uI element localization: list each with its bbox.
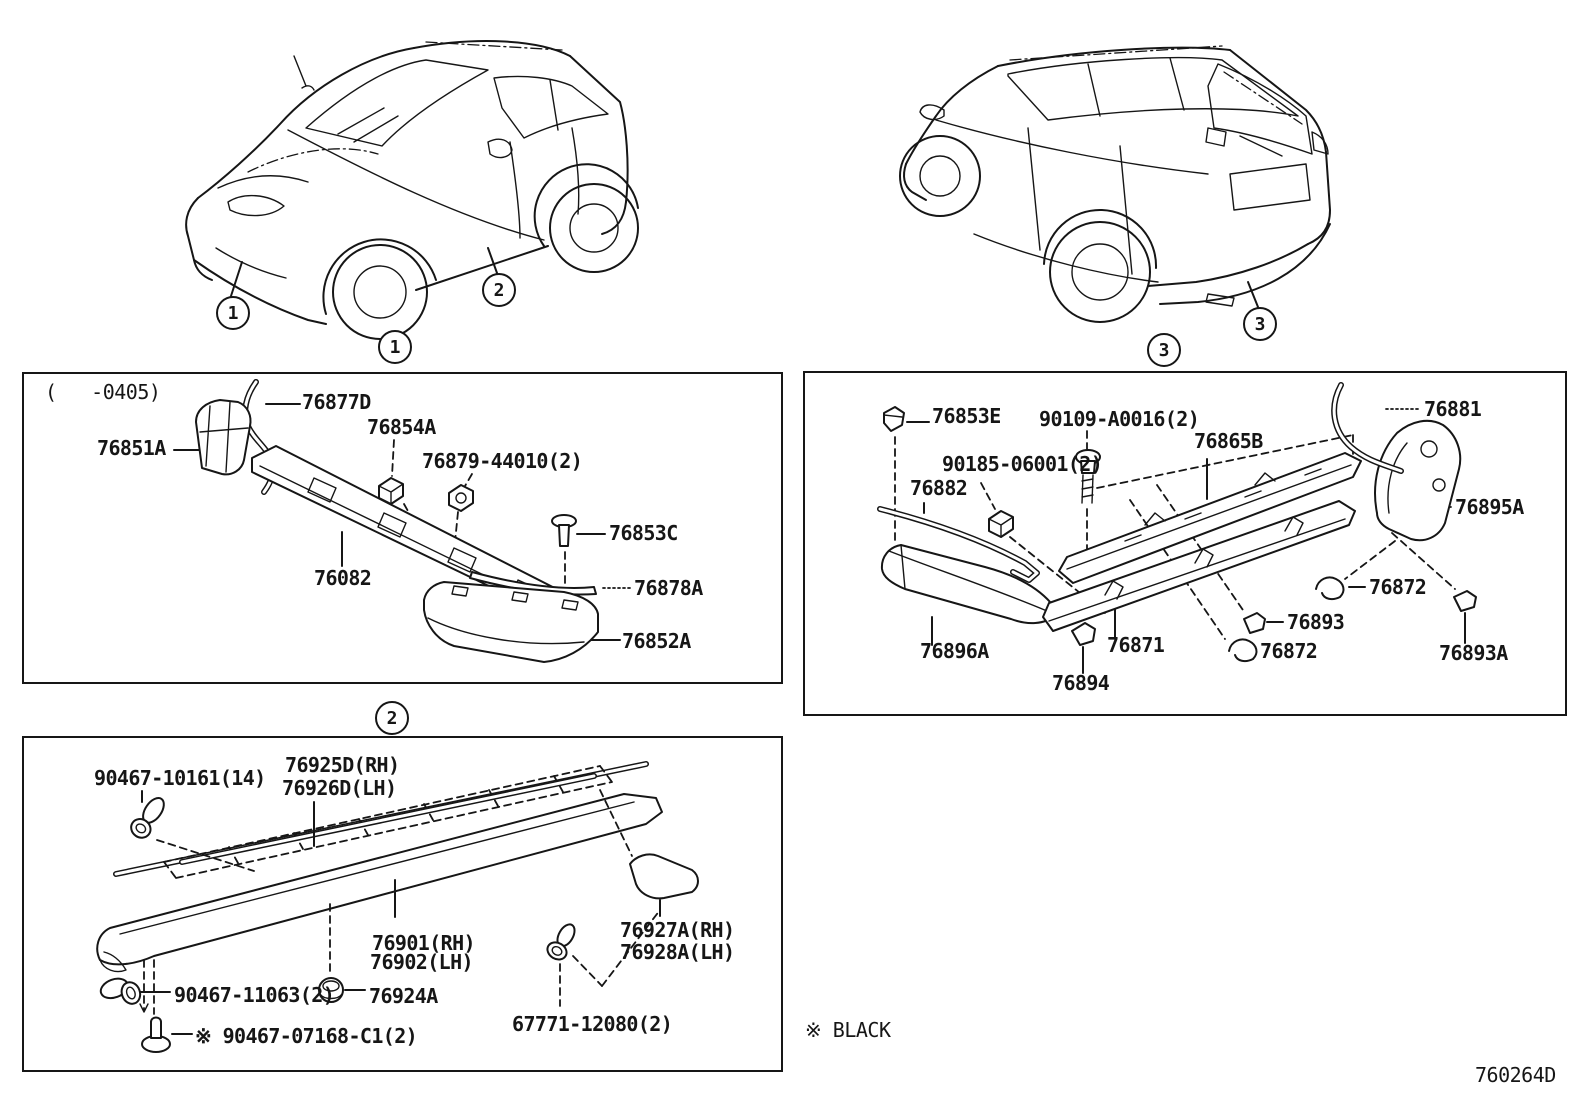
rear-wiper [1240, 136, 1282, 156]
antenna [294, 56, 314, 90]
part-label-76865B: 76865B [1194, 429, 1263, 453]
part-label-76082: 76082 [314, 566, 372, 590]
part-label-76851A: 76851A [97, 436, 166, 460]
part-label-76926D: 76926D(LH) [282, 776, 397, 800]
part-label-76877D: 76877D [302, 390, 371, 414]
part-label-76852A: 76852A [622, 629, 691, 653]
clip-icon-76893 [1244, 613, 1265, 633]
part-label-76928A: 76928A(LH) [620, 940, 735, 964]
clip-icon-76893A [1454, 591, 1476, 611]
callout-rocker: 2 [482, 273, 516, 307]
part-label-90467-11063: 90467-11063(2) [174, 983, 335, 1007]
side-mudguard-detail-box [22, 736, 783, 1072]
part-76852A [424, 582, 598, 662]
part-label-67771-12080: 67771-12080(2) [512, 1012, 673, 1036]
variant-note: ( -0405) [45, 380, 161, 404]
part-label-76872-bottom: 76872 [1260, 639, 1318, 663]
pin-icon-76853C [552, 515, 576, 546]
section-marker-side-mudguard: 2 [375, 701, 409, 735]
part-label-76896A: 76896A [920, 639, 989, 663]
part-label-90467-10161: 90467-10161(14) [94, 766, 266, 790]
clip-icon-76879 [449, 485, 473, 511]
part-label-90109-A0016: 90109-A0016(2) [1039, 407, 1200, 431]
clip-icon-76853E [884, 407, 904, 431]
part-label-90467-07168-C1: ※ 90467-07168-C1(2) [195, 1024, 418, 1048]
callout-1-leader [231, 262, 242, 296]
car-body [186, 41, 638, 339]
part-label-76853C: 76853C [609, 521, 678, 545]
clip-icon-76894 [1072, 623, 1095, 645]
front-spoiler-detail-box [22, 372, 783, 684]
figure-code: 760264D [1475, 1063, 1556, 1087]
callout-rear-bumper: 3 [1243, 307, 1277, 341]
rear-spoiler-detail-box [803, 371, 1567, 716]
pin-icon-90467-11063 [98, 972, 143, 1013]
part-label-76894: 76894 [1052, 671, 1110, 695]
hook-icon-76872-right [1316, 577, 1343, 599]
part-label-76893A: 76893A [1439, 641, 1508, 665]
part-label-76871: 76871 [1107, 633, 1165, 657]
part-label-76927A: 76927A(RH) [620, 918, 735, 942]
hatch-recess [1230, 164, 1310, 210]
part-label-76854A: 76854A [367, 415, 436, 439]
part-76896A [882, 545, 1055, 623]
part-76895A [1375, 421, 1460, 540]
mirror [488, 139, 512, 157]
callout-3-leader [1248, 282, 1258, 307]
part-label-76902: 76902(LH) [370, 950, 473, 974]
part-label-76881: 76881 [1424, 397, 1482, 421]
hook-icon-76872-bottom [1229, 639, 1256, 661]
car-body [900, 46, 1330, 322]
part-label-76872-right: 76872 [1369, 575, 1427, 599]
headlamp [228, 196, 284, 216]
callout-2-leader [488, 248, 497, 273]
section-marker-front-spoiler: 1 [378, 330, 412, 364]
part-label-76895A: 76895A [1455, 495, 1524, 519]
part-label-76924A: 76924A [369, 984, 438, 1008]
section-marker-rear-spoiler: 3 [1147, 333, 1181, 367]
part-label-76879-44010: 76879-44010(2) [422, 449, 583, 473]
screw-icon-90467-07168 [142, 1018, 170, 1053]
part-label-76893: 76893 [1287, 610, 1345, 634]
front-car-drawing [158, 22, 668, 342]
callout-front-bumper: 1 [216, 296, 250, 330]
part-76851A [196, 400, 251, 474]
pin-icon-90467-10161 [127, 793, 169, 841]
mirror [920, 105, 944, 120]
part-label-90185-06001: 90185-06001(2) [942, 452, 1103, 476]
part-label-76925D: 76925D(RH) [285, 753, 400, 777]
clip-icon-67771 [544, 920, 580, 963]
part-label-76901: 76901(RH) [372, 931, 475, 955]
part-76927A-mudguard [630, 854, 698, 898]
part-label-76878A: 76878A [634, 576, 703, 600]
clip-icon-76854A [379, 478, 403, 504]
black-color-note: ※ BLACK [805, 1018, 891, 1042]
rear-car-drawing [878, 24, 1428, 344]
clip-icon-90185 [989, 511, 1013, 537]
part-label-76853E: 76853E [932, 404, 1001, 428]
part-label-76882: 76882 [910, 476, 968, 500]
